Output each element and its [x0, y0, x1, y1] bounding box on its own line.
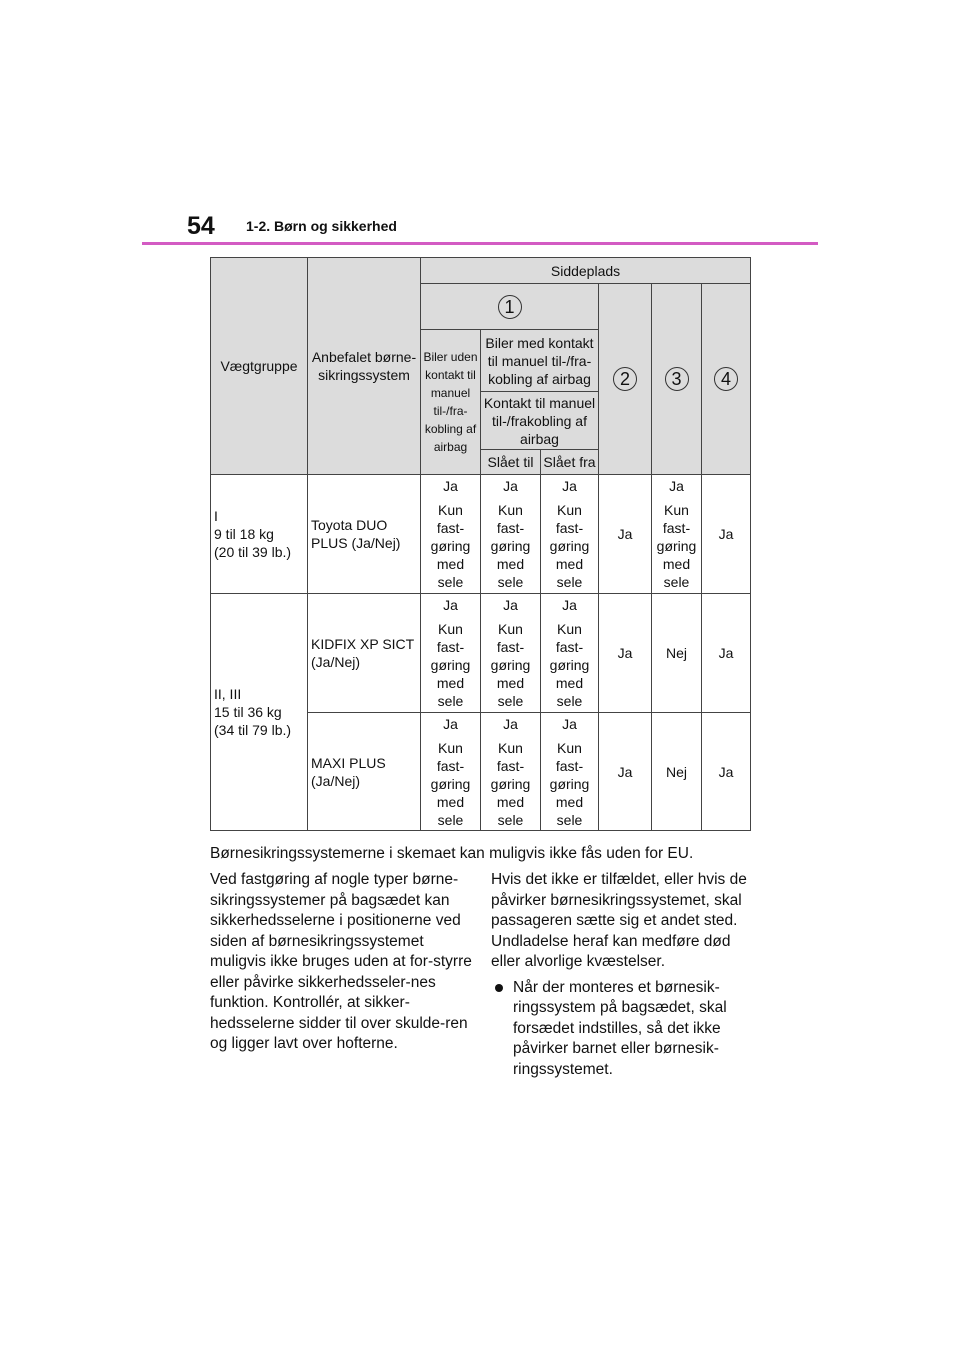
seat-4-number: 4	[714, 367, 738, 391]
cell-value: Ja	[562, 597, 577, 613]
system-cell: MAXI PLUS (Ja/Nej)	[308, 713, 421, 831]
cell-value: Ja	[443, 597, 458, 613]
weight-group-cell	[211, 475, 308, 594]
body-left-column	[210, 870, 472, 1055]
bullet-text: Når der monteres et børnesik-ringssystem på bagsædet, skal forsædet indstilles, så det ikke påvirker barnet eller børnesik-ringssystemet.	[513, 978, 727, 1078]
cell-note: Kun fast-gøring med sele	[549, 502, 590, 590]
cell-note: Kun fast-gøring med sele	[430, 739, 471, 828]
seat-cell	[481, 594, 541, 713]
seat-cell: Ja	[702, 594, 751, 713]
body-paragraph: Hvis det ikke er tilfældet, eller hvis de påvirker børnesikringssystemet, skal passageren sætte sig et andet sted. Undladelse heraf kan medføre død eller alvorlige kvæstelser.	[491, 871, 747, 970]
group-weight-lb: (34 til 79 lb.)	[214, 722, 292, 738]
seat-cell	[652, 475, 702, 594]
body-right-column	[491, 870, 753, 1080]
group-label: II, III	[214, 686, 242, 702]
seat-table	[210, 257, 751, 831]
seat-cell: Nej	[652, 713, 702, 831]
cell-value: Ja	[562, 715, 577, 732]
header-switch-on: Slået til	[481, 450, 541, 475]
cell-value: Ja	[503, 478, 518, 494]
seat-cell: Ja	[702, 713, 751, 831]
cell-note: Kun fast-gøring med sele	[549, 739, 590, 828]
cell-note: Kun fast-gøring med sele	[490, 502, 531, 590]
cell-note: Kun fast-gøring med sele	[549, 621, 590, 709]
seat-cell	[481, 475, 541, 594]
system-cell: KIDFIX XP SICT (Ja/Nej)	[308, 594, 421, 713]
cell-note: Kun fast-gøring med sele	[490, 739, 531, 828]
seat-cell: Ja	[702, 475, 751, 594]
seat-cell	[421, 594, 481, 713]
seat-cell	[541, 475, 599, 594]
seat-cell	[481, 713, 541, 831]
availability-note: Børnesikringssystemerne i skemaet kan muligvis ikke fås uden for EU.	[210, 845, 694, 862]
weight-group-cell	[211, 594, 308, 831]
table-row	[211, 475, 751, 594]
header-no-airbag-switch: Biler uden kontakt til manuel til-/fra-kobling af airbag	[421, 330, 481, 475]
bullet-dot-icon	[495, 984, 503, 992]
body-paragraph: Ved fastgøring af nogle typer børne-sikringssystemer på bagsædet kan sikkerhedsselerne i positionerne ved siden af børnesikringssystemet muligvis ikke bruges uden at for-styrre eller påvirke sikkerhedsseler-nes funktion. Kontrollér, at sikker-hedsselerne sidder til over skulde-ren og ligger lavt over hofterne.	[210, 871, 472, 1052]
seat-4-header	[702, 284, 751, 475]
system-cell: Toyota DUO PLUS (Ja/Nej)	[308, 475, 421, 594]
seat-cell: Ja	[599, 594, 652, 713]
header-switch-off: Slået fra	[541, 450, 599, 475]
seat-cell	[541, 594, 599, 713]
group-weight-kg: 9 til 18 kg	[214, 526, 274, 542]
cell-note: Kun fast-gøring med sele	[430, 621, 471, 709]
bullet-item	[491, 978, 753, 1081]
seat-cell: Ja	[599, 475, 652, 594]
seat-2-number: 2	[613, 367, 637, 391]
group-label: I	[214, 508, 218, 524]
group-weight-kg: 15 til 36 kg	[214, 704, 282, 720]
cell-value: Ja	[443, 478, 458, 494]
seat-1-number: 1	[498, 295, 522, 319]
header-rule	[142, 242, 818, 245]
seat-1-header	[421, 284, 599, 330]
cell-value: Ja	[562, 478, 577, 494]
seat-3-number: 3	[665, 367, 689, 391]
cell-note: Kun fast-gøring med sele	[430, 502, 471, 590]
seat-cell	[421, 713, 481, 831]
cell-value: Ja	[503, 715, 518, 732]
cell-value: Ja	[669, 478, 684, 494]
page-number: 54	[187, 212, 215, 240]
cell-note: Kun fast-gøring med sele	[490, 621, 531, 709]
group-weight-lb: (20 til 39 lb.)	[214, 544, 292, 560]
seat-2-header	[599, 284, 652, 475]
seat-cell: Nej	[652, 594, 702, 713]
table-row	[211, 594, 751, 713]
header-with-airbag-switch: Biler med kontakt til manuel til-/fra-kobling af airbag	[481, 330, 599, 392]
header-seat-position: Siddeplads	[421, 258, 751, 284]
cell-note: Kun fast-gøring med sele	[656, 502, 697, 590]
seat-cell	[541, 713, 599, 831]
section-title: 1-2. Børn og sikkerhed	[246, 218, 397, 234]
seat-cell: Ja	[599, 713, 652, 831]
seat-3-header	[652, 284, 702, 475]
cell-value: Ja	[443, 715, 458, 732]
header-recommended-system: Anbefalet børne-sikringssystem	[308, 258, 421, 475]
header-airbag-switch: Kontakt til manuel til-/frakobling af airbag	[481, 392, 599, 450]
cell-value: Ja	[503, 597, 518, 613]
seat-cell	[421, 475, 481, 594]
header-weight-group: Vægtgruppe	[211, 258, 308, 475]
